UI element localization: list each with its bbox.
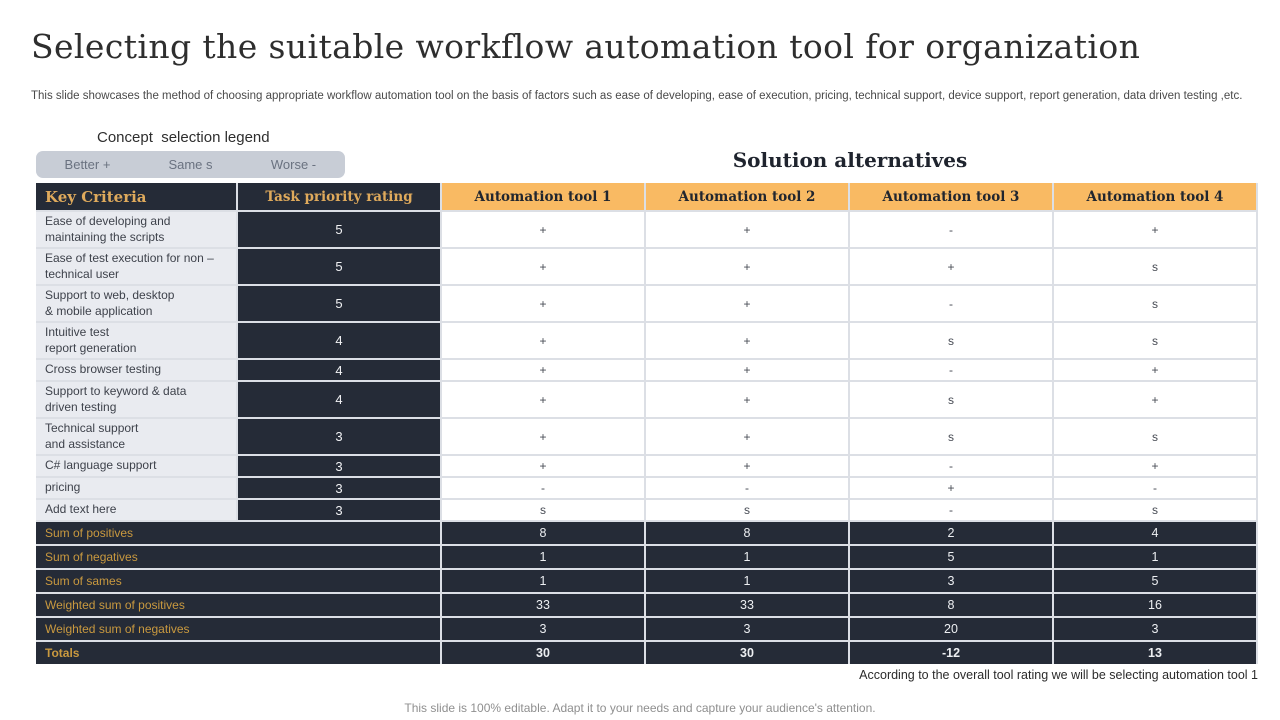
value-cell: +: [646, 249, 848, 284]
rating-cell: 5: [238, 212, 440, 247]
summary-label-cell: Sum of negatives: [36, 546, 440, 568]
rating-cell: 3: [238, 500, 440, 520]
legend-heading: Concept selection legend: [97, 129, 270, 146]
column-header-automation-tool-1: Automation tool 1: [442, 183, 644, 210]
value-cell: s: [1054, 249, 1256, 284]
criteria-cell: Support to web, desktop & mobile application: [36, 286, 236, 321]
value-cell: +: [442, 212, 644, 247]
criteria-cell: Cross browser testing: [36, 360, 236, 380]
legend-item-better: Better +: [64, 157, 111, 172]
value-cell: +: [1054, 382, 1256, 417]
concept-selection-legend: [36, 151, 345, 178]
summary-value-cell: 1: [646, 546, 848, 568]
value-cell: s: [850, 419, 1052, 454]
value-cell: s: [442, 500, 644, 520]
criteria-cell: Technical support and assistance: [36, 419, 236, 454]
value-cell: s: [850, 382, 1052, 417]
column-header-automation-tool-3: Automation tool 3: [850, 183, 1052, 210]
editable-note: This slide is 100% editable. Adapt it to your needs and capture your audience's attention.: [404, 701, 876, 715]
summary-value-cell: 16: [1054, 594, 1256, 616]
summary-value-cell: 8: [646, 522, 848, 544]
value-cell: +: [646, 212, 848, 247]
value-cell: s: [850, 323, 1052, 358]
value-cell: s: [1054, 323, 1256, 358]
legend-item-same: Same s: [168, 157, 213, 172]
column-header-automation-tool-4: Automation tool 4: [1054, 183, 1256, 210]
summary-value-cell: 1: [442, 570, 644, 592]
summary-value-cell: 20: [850, 618, 1052, 640]
value-cell: +: [442, 360, 644, 380]
summary-value-cell: 8: [850, 594, 1052, 616]
value-cell: s: [646, 500, 848, 520]
value-cell: +: [442, 286, 644, 321]
value-cell: +: [646, 456, 848, 476]
value-cell: +: [646, 286, 848, 321]
summary-value-cell: 1: [1054, 546, 1256, 568]
value-cell: +: [442, 456, 644, 476]
summary-value-cell: 1: [646, 570, 848, 592]
criteria-cell: Intuitive test report generation: [36, 323, 236, 358]
value-cell: +: [442, 249, 644, 284]
summary-value-cell: 1: [442, 546, 644, 568]
summary-value-cell: 3: [442, 618, 644, 640]
column-header-automation-tool-2: Automation tool 2: [646, 183, 848, 210]
column-header-task-priority-rating: Task priority rating: [238, 183, 440, 210]
value-cell: +: [1054, 360, 1256, 380]
summary-value-cell: 30: [442, 642, 644, 664]
summary-value-cell: 4: [1054, 522, 1256, 544]
rating-cell: 4: [238, 360, 440, 380]
column-header-key-criteria: Key Criteria: [36, 183, 236, 210]
criteria-cell: Ease of test execution for non – technical user: [36, 249, 236, 284]
summary-label-cell: Totals: [36, 642, 440, 664]
summary-label-cell: Sum of positives: [36, 522, 440, 544]
value-cell: -: [850, 212, 1052, 247]
value-cell: -: [850, 500, 1052, 520]
value-cell: s: [1054, 500, 1256, 520]
summary-value-cell: 8: [442, 522, 644, 544]
value-cell: s: [1054, 419, 1256, 454]
summary-label-cell: Weighted sum of positives: [36, 594, 440, 616]
rating-cell: 3: [238, 456, 440, 476]
value-cell: -: [850, 360, 1052, 380]
value-cell: +: [1054, 212, 1256, 247]
criteria-cell: Support to keyword & data driven testing: [36, 382, 236, 417]
summary-value-cell: 2: [850, 522, 1052, 544]
rating-cell: 5: [238, 286, 440, 321]
value-cell: +: [646, 323, 848, 358]
value-cell: +: [850, 478, 1052, 498]
rating-cell: 3: [238, 419, 440, 454]
summary-value-cell: 13: [1054, 642, 1256, 664]
summary-label-cell: Weighted sum of negatives: [36, 618, 440, 640]
value-cell: -: [1054, 478, 1256, 498]
rating-cell: 4: [238, 382, 440, 417]
summary-value-cell: 33: [442, 594, 644, 616]
value-cell: +: [1054, 456, 1256, 476]
legend-item-worse: Worse -: [270, 157, 317, 172]
criteria-cell: pricing: [36, 478, 236, 498]
comparison-table: [36, 183, 1258, 664]
rating-cell: 5: [238, 249, 440, 284]
value-cell: +: [646, 382, 848, 417]
value-cell: -: [850, 286, 1052, 321]
value-cell: +: [442, 382, 644, 417]
value-cell: -: [850, 456, 1052, 476]
criteria-cell: Add text here: [36, 500, 236, 520]
summary-value-cell: 3: [1054, 618, 1256, 640]
value-cell: +: [646, 419, 848, 454]
value-cell: +: [646, 360, 848, 380]
rating-cell: 3: [238, 478, 440, 498]
summary-value-cell: 3: [646, 618, 848, 640]
value-cell: +: [442, 419, 644, 454]
value-cell: -: [442, 478, 644, 498]
summary-value-cell: -12: [850, 642, 1052, 664]
summary-value-cell: 30: [646, 642, 848, 664]
summary-value-cell: 33: [646, 594, 848, 616]
criteria-cell: Ease of developing and maintaining the scripts: [36, 212, 236, 247]
value-cell: +: [442, 323, 644, 358]
table-footnote: According to the overall tool rating we will be selecting automation tool 1: [859, 668, 1258, 682]
solution-alternatives-heading: Solution alternatives: [732, 148, 968, 172]
rating-cell: 4: [238, 323, 440, 358]
value-cell: -: [646, 478, 848, 498]
summary-value-cell: 5: [1054, 570, 1256, 592]
criteria-cell: C# language support: [36, 456, 236, 476]
summary-value-cell: 3: [850, 570, 1052, 592]
value-cell: +: [850, 249, 1052, 284]
summary-value-cell: 5: [850, 546, 1052, 568]
summary-label-cell: Sum of sames: [36, 570, 440, 592]
slide-title: Selecting the suitable workflow automation tool for organization: [31, 27, 1141, 66]
slide-description: This slide showcases the method of choosing appropriate workflow automation tool on the basis of factors such as ease of developing, ease of execution, pricing, technical support, device support, report generation, data driven testing ,etc.: [31, 90, 1243, 102]
value-cell: s: [1054, 286, 1256, 321]
